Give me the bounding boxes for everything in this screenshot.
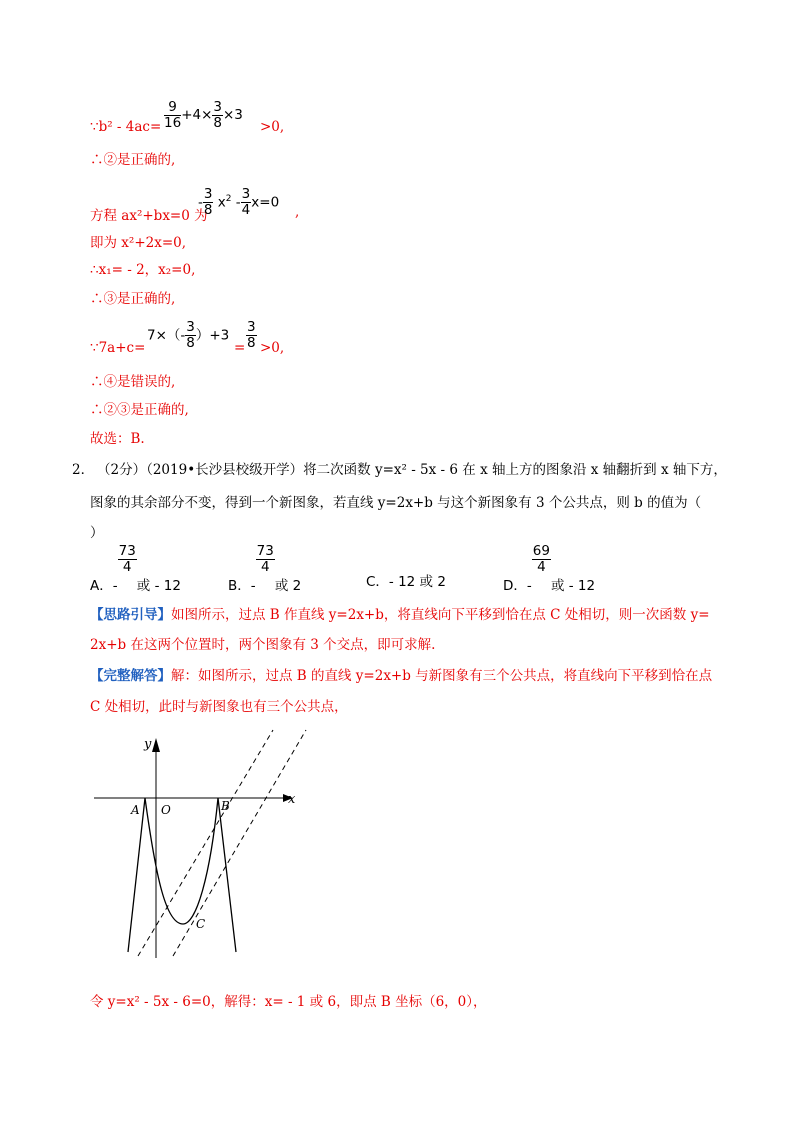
- tangent-line-C: [173, 730, 306, 956]
- x-axis-label: x: [288, 792, 296, 807]
- option-b[interactable]: B．- $\frac{73}{4}$ 或 2: [228, 543, 302, 594]
- fraction: $\frac{73}{4}$: [256, 543, 274, 575]
- fraction: $\frac{69}{4}$: [532, 543, 550, 575]
- point-c-label: C: [196, 917, 206, 931]
- option-d[interactable]: D．- $\frac{69}{4}$ 或 - 12: [503, 543, 596, 594]
- line-4: 即为 x²+2x=0,: [90, 235, 187, 251]
- point-b-label: B: [221, 799, 230, 813]
- question-number: 2．: [72, 462, 95, 478]
- solution-text: 解：如图所示，过点 B 的直线 y=2x+b 与新图象有三个公共点，将直线向下平移到恰在点: [171, 668, 713, 684]
- line-8: ∴④是错误的,: [90, 374, 176, 390]
- hint-line-2: 2x+b 在这两个位置时，两个图象有 3 个交点，即可求解.: [90, 637, 436, 653]
- origin-label: O: [161, 803, 171, 817]
- y-axis-arrow: [152, 738, 160, 752]
- line-answer: 故选：B.: [90, 431, 145, 447]
- line-equation: 方程 ax²+bx=0 为 - $\frac{3}{8}$ $x^2$ - $\frac{3}{4}$ x=0 ,: [90, 186, 300, 224]
- fraction: $\frac{3}{8}$: [247, 319, 256, 351]
- line-discriminant: ∵b² - 4ac= $\frac{9}{16}$ +4× $\frac{3}{8}$ ×3 >0,: [90, 99, 285, 135]
- question-line-2: 图象的其余部分不变，得到一个新图象，若直线 y=2x+b 与这个新图象有 3 个公共点，则 b 的值为（: [90, 495, 702, 511]
- fraction: $\frac{9}{16}$: [164, 99, 182, 131]
- fraction: $\frac{3}{4}$: [241, 186, 251, 218]
- line-2-correct: ∴②是正确的,: [90, 152, 176, 168]
- fraction: $\frac{3}{8}$: [213, 99, 222, 131]
- final-line: 令 y=x² - 5x - 6=0，解得：x= - 1 或 6，即点 B 坐标（6，0），: [90, 994, 487, 1010]
- point-a-label: A: [131, 803, 140, 817]
- hint-line-1: [90, 603, 710, 623]
- new-graph-curve: [128, 798, 236, 952]
- line-5: ∴x₁= - 2，x₂=0,: [90, 262, 196, 278]
- fraction: $\frac{3}{8}$: [186, 319, 195, 351]
- option-a[interactable]: A．- $\frac{73}{4}$ 或 - 12: [90, 543, 181, 594]
- line-through-B: [138, 730, 273, 956]
- line-9: ∴②③是正确的,: [90, 402, 189, 418]
- solution-line-1: [90, 664, 712, 684]
- line-7a-plus-c: ∵7a+c= 7×（- $\frac{3}{8}$ ）+3 = $\frac{3}{8}$ >0,: [90, 319, 285, 356]
- hint-tag: 【思路引导】: [90, 607, 171, 623]
- text: ∵7a+c=: [90, 340, 146, 356]
- solution-line-2: C 处相切，此时与新图象也有三个公共点，: [90, 699, 348, 715]
- text: 方程 ax²+bx=0 为: [90, 208, 208, 224]
- fraction: $\frac{73}{4}$: [118, 543, 136, 575]
- hint-text: 如图所示，过点 B 作直线 y=2x+b，将直线向下平移到恰在点 C 处相切，则一次函数 y=: [171, 607, 710, 623]
- line-6: ∴③是正确的,: [90, 291, 176, 307]
- option-c[interactable]: C．- 12 或 2: [366, 574, 446, 590]
- text: >0,: [260, 119, 285, 135]
- fraction: $\frac{3}{8}$: [203, 186, 213, 218]
- question-line-1: （2分）（2019•长沙县校级开学）将二次函数 y=x² - 5x - 6 在 x 轴上方的图象沿 x 轴翻折到 x 轴下方，: [97, 462, 727, 478]
- solution-tag: 【完整解答】: [90, 668, 171, 684]
- y-axis-label: y: [144, 737, 152, 752]
- question-line-3: ）: [90, 525, 104, 541]
- graph-figure: [88, 728, 318, 968]
- text: ∵b² - 4ac=: [90, 119, 162, 135]
